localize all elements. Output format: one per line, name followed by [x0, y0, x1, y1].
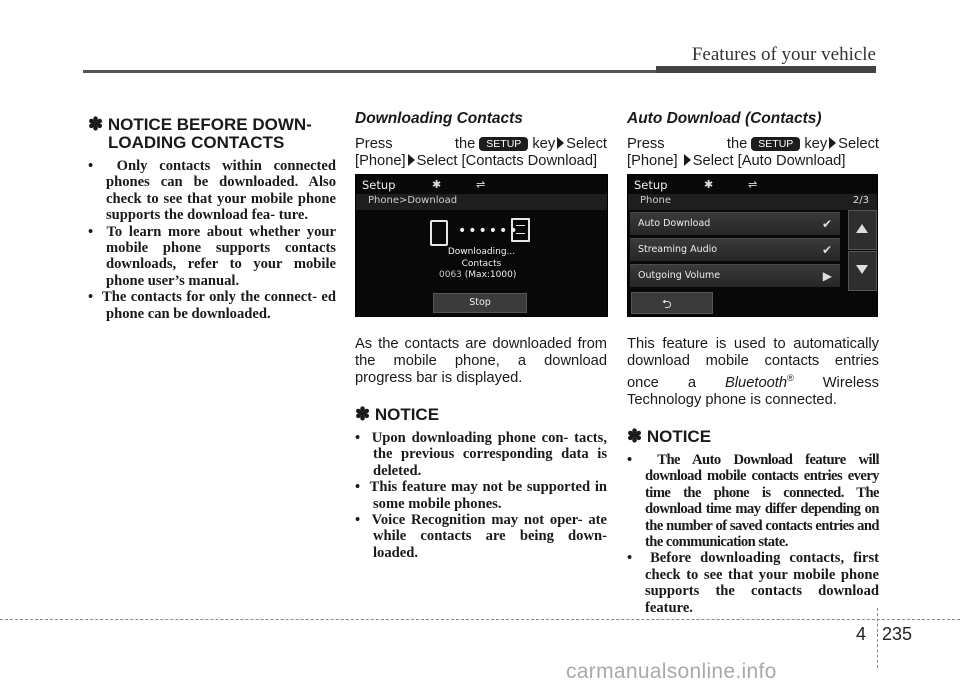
download-count: 0063 (Max:1000) — [439, 270, 517, 280]
screen-breadcrumb: Phone>Download — [368, 195, 458, 206]
chapter-number: 4 — [856, 624, 867, 644]
usb-icon: ⇌ — [476, 178, 486, 191]
instruction-line2: [Phone] Select [Auto Download] — [627, 153, 846, 169]
notice-star-icon: ✽ — [355, 404, 371, 424]
phone-settings-screen — [627, 174, 878, 317]
notice-list — [355, 430, 607, 561]
checkmark-icon: ✔ — [821, 217, 832, 231]
bluetooth-brand: Bluetooth — [724, 374, 788, 391]
notice-heading — [88, 115, 336, 152]
arrow-right-icon — [557, 137, 564, 149]
page-indicator: 2/3 — [852, 195, 869, 206]
menu-item-auto-download[interactable]: Auto Download ✔ — [630, 212, 840, 235]
screen-breadcrumb-bar — [356, 194, 607, 210]
screen-breadcrumb: Phone — [640, 195, 671, 206]
list-item: • To learn more about whether your mobile phone supports contacts downloads, refer to your mobile phone user’s manual. — [88, 224, 336, 290]
notice-heading: ✽ NOTICE — [355, 404, 440, 424]
arrow-right-icon — [829, 137, 836, 149]
usb-icon: ⇌ — [748, 178, 758, 191]
download-screen — [355, 174, 608, 317]
header-tab-bar — [656, 66, 876, 73]
setup-key-badge: SETUP — [751, 137, 800, 151]
menu-item-streaming-audio[interactable]: Streaming Audio ✔ — [630, 238, 840, 261]
watermark: carmanualsonline.info — [566, 660, 777, 683]
download-description: As the contacts are downloaded from the mobile phone, a download progress bar is displayed. — [355, 336, 607, 386]
list-item: • Before downloading contacts, first check to see that your mobile phone supports the contacts download feature. — [627, 550, 879, 616]
download-label: Contacts — [461, 259, 502, 269]
checkmark-icon: ✔ — [821, 243, 832, 257]
menu-item-outgoing-volume[interactable]: Outgoing Volume ▶ — [630, 264, 840, 287]
bluetooth-icon: ✱ — [704, 178, 714, 191]
setup-key-badge: SETUP — [479, 137, 528, 151]
stop-button[interactable]: Stop — [433, 293, 527, 313]
notice-list — [627, 452, 879, 616]
screen-title: Setup — [362, 178, 396, 192]
section-heading: Downloading Contacts — [355, 110, 523, 127]
column-auto-download — [627, 110, 879, 170]
arrow-right-icon — [684, 154, 691, 166]
list-item: • The Auto Download feature will download mobile contacts entries every time the phone is connected. The download time may differ depending on the number of saved contacts entries and the communication state. — [627, 452, 879, 550]
footer-divider — [877, 608, 878, 668]
page-header-title: Features of your vehicle — [691, 44, 876, 65]
instruction-line1: Press the SETUP key Select — [355, 136, 607, 152]
auto-download-description: This feature is used to automatically download mobile contacts entries once a Bluetooth® Wireless Technology phone is connected. — [627, 336, 879, 408]
notice-star-icon: ✽ — [88, 114, 104, 134]
column-downloading-contacts-lower — [355, 336, 607, 561]
list-item: • Upon downloading phone con- tacts, the previous corresponding data is deleted. — [355, 430, 607, 479]
column-auto-download-lower — [627, 336, 879, 616]
notice-star-icon: ✽ — [627, 425, 643, 446]
list-item: • The contacts for only the connect- ed phone can be downloaded. — [88, 289, 336, 322]
back-arrow-icon: ⮌ — [662, 297, 672, 311]
scroll-down-button[interactable] — [848, 251, 877, 291]
column-downloading-contacts — [355, 110, 607, 170]
progress-dots: •••••• — [458, 223, 520, 239]
arrow-right-icon — [408, 154, 415, 166]
instruction-line1: Press the SETUP key Select — [627, 136, 879, 152]
list-item: • This feature may not be supported in some mobile phones. — [355, 479, 607, 512]
footer-rule — [0, 619, 960, 620]
notice-heading: ✽ NOTICE — [627, 425, 712, 446]
back-button[interactable] — [631, 292, 713, 314]
list-item: • Voice Recognition may not oper- ate while contacts are being down- loaded. — [355, 512, 607, 561]
phone-icon — [430, 220, 448, 246]
notice-list — [88, 158, 336, 322]
instruction-line2: [Phone] Select [Contacts Download] — [355, 153, 598, 169]
chevron-right-icon: ▶ — [822, 269, 832, 283]
list-item: • Only contacts within connected phones can be downloaded. Also check to see that your mobile phone supports the download fea- ture. — [88, 158, 336, 224]
column-notice-before-download — [88, 110, 336, 322]
notice-heading-line2: LOADING CONTACTS — [108, 133, 285, 152]
notice-heading-line1: NOTICE BEFORE DOWN- — [107, 115, 312, 134]
bluetooth-icon: ✱ — [432, 178, 442, 191]
screen-breadcrumb-bar — [628, 194, 877, 210]
page-number: 235 — [882, 624, 913, 644]
contacts-document-icon — [511, 218, 530, 242]
screen-title: Setup — [634, 178, 668, 192]
scroll-up-button[interactable] — [848, 210, 877, 250]
section-heading: Auto Download (Contacts) — [627, 110, 822, 127]
download-status: Downloading... — [447, 247, 516, 257]
